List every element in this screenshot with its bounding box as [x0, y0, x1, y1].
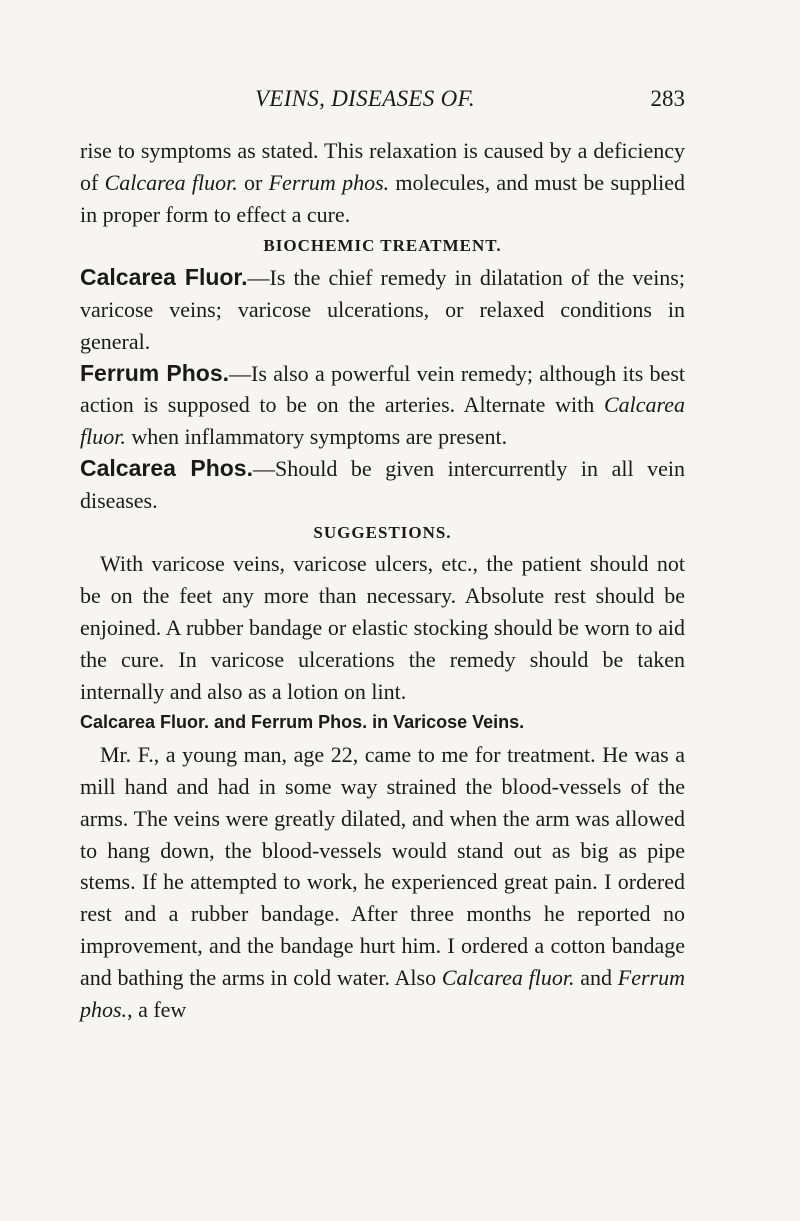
case-text-2: and	[574, 964, 618, 990]
case-italic-1: Calcarea fluor.	[441, 964, 575, 990]
intro-text-2: or	[237, 169, 269, 195]
case-paragraph	[80, 739, 685, 1025]
intro-italic-1: Calcarea fluor.	[104, 169, 238, 195]
remedy-name: Calcarea Fluor.	[80, 264, 248, 291]
case-text-1: Mr. F., a young man, age 22, came to me for treatment. He was a mill hand and had in some way strained the blood-vessels of the arms. The veins were greatly dilated, and when the arm was allowed to hang down, the blood-vessels would stand out as big as pipe stems. If he attempted to work, he experienced great pain. I ordered rest and a rubber bandage. After three months he reported no improvement, and the bandage hurt him. I ordered a cotton bandage and bathing the arms in cold water. Also	[80, 742, 685, 990]
intro-text-3: molecules, and must be supplied in proper form to effect a cure.	[80, 169, 686, 227]
case-italic-2: Ferrum phos.	[80, 964, 685, 1022]
remedy-calcarea-fluor	[80, 262, 685, 357]
remedy-text: —Is also a powerful vein remedy; although its best action is supposed to be on the arteries. Alternate with	[80, 360, 685, 418]
case-text-3: , a few	[127, 996, 187, 1022]
suggestions-paragraph: With varicose veins, varicose ulcers, etc., the patient should not be on the feet any more than necessary. Absolute rest should be enjoined. A rubber bandage or elastic stocking should be worn to aid the cure. In varicose ulcerations the remedy should be taken internally and also as a lotion on lint.	[80, 551, 685, 704]
running-title: VEINS, DISEASES OF.	[255, 86, 475, 111]
intro-paragraph	[80, 135, 685, 230]
remedy-name: Calcarea Phos.	[80, 454, 253, 481]
running-header	[80, 86, 685, 116]
page-body	[80, 135, 685, 1025]
remedy-ferrum-phos	[80, 358, 685, 453]
intro-text-1: rise to symptoms as stated. This relaxation is caused by a deficiency of	[80, 138, 685, 195]
remedy-italic: Calcarea fluor.	[80, 392, 685, 450]
intro-italic-2: Ferrum phos.	[268, 169, 390, 195]
remedy-text: when inflammatory symptoms are present.	[125, 424, 508, 450]
page-number: 283	[650, 86, 685, 111]
case-heading: Calcarea Fluor. and Ferrum Phos. in Varicose Veins.	[80, 712, 525, 733]
heading-biochemic-treatment: BIOCHEMIC TREATMENT.	[263, 236, 502, 256]
heading-suggestions: SUGGESTIONS.	[313, 522, 452, 542]
remedy-text: —Should be given intercurrently in all vein diseases.	[80, 455, 685, 513]
remedy-text: —Is the chief remedy in dilatation of the veins; varicose veins; varicose ulcerations, or relaxed conditions in general.	[80, 265, 685, 354]
remedy-calcarea-phos	[80, 453, 685, 517]
remedy-name: Ferrum Phos.	[80, 359, 230, 386]
